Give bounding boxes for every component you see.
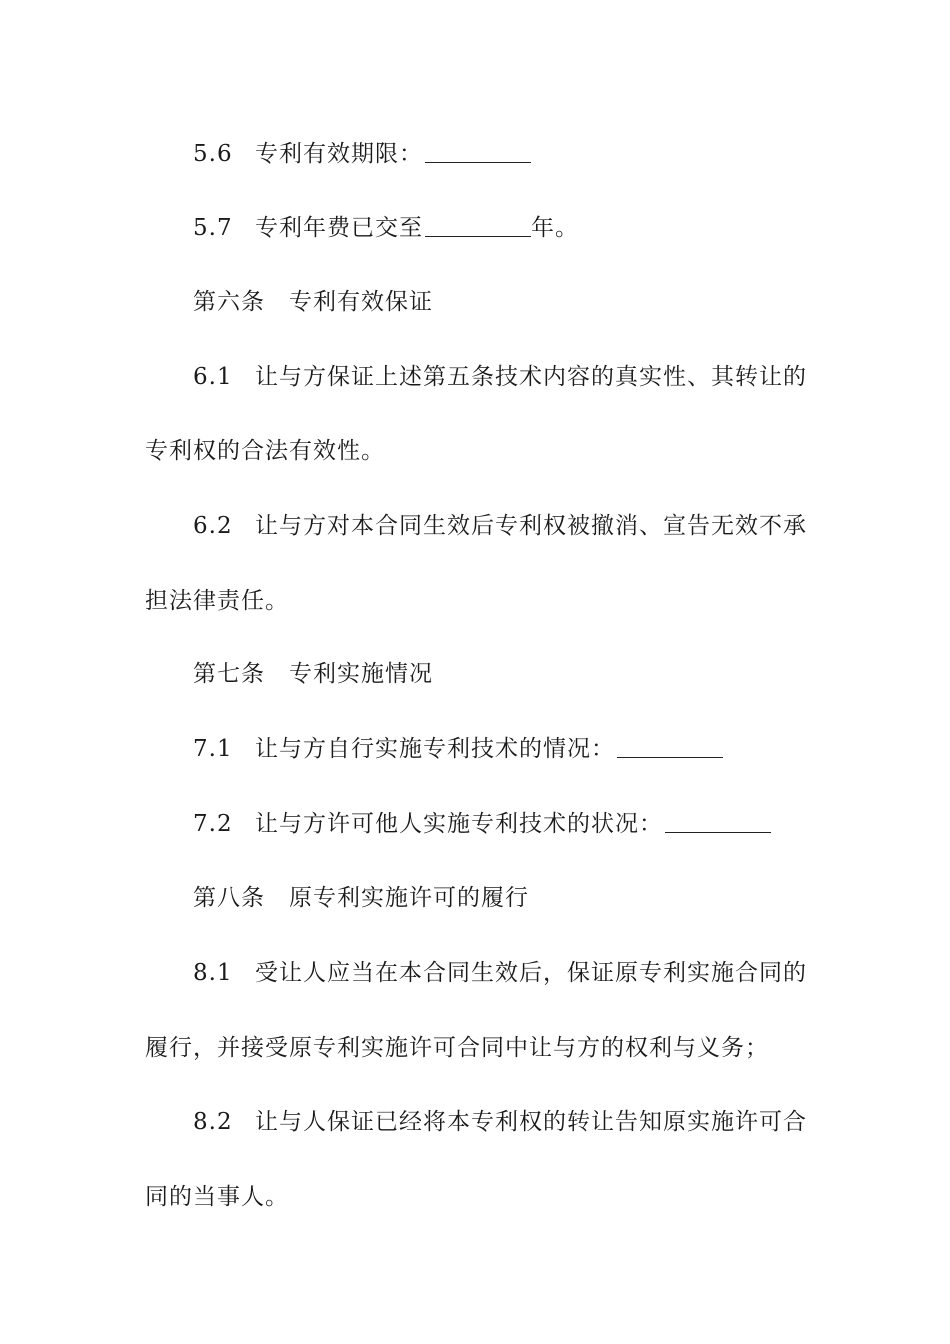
- clause-number: 6.2: [193, 513, 233, 539]
- article-title: 专利实施情况: [289, 661, 433, 687]
- clause-8-2-continued: [145, 1182, 810, 1212]
- clause-suffix: 年。: [531, 215, 579, 241]
- clause-text-line-1: 让与方保证上述第五条技术内容的真实性、其转让的: [255, 364, 807, 390]
- clause-number: 8.2: [193, 1109, 233, 1135]
- article-label: 第八条: [193, 885, 265, 911]
- clause-number: 8.1: [193, 960, 233, 986]
- clause-6-1-continued: [145, 436, 810, 466]
- article-label: 第七条: [193, 661, 265, 687]
- article-title: 原专利实施许可的履行: [289, 885, 529, 911]
- clause-number: 5.7: [193, 215, 233, 241]
- fill-in-blank[interactable]: [617, 755, 723, 758]
- clause-text-line-1: 受让人应当在本合同生效后，保证原专利实施合同的: [255, 960, 807, 986]
- clause-8-2: [193, 1107, 858, 1137]
- clause-text: 让与方自行实施专利技术的情况：: [255, 736, 615, 762]
- clause-6-2-continued: [145, 586, 810, 616]
- clause-text: 让与方许可他人实施专利技术的状况：: [255, 811, 663, 837]
- clause-number: 6.1: [193, 364, 233, 390]
- fill-in-blank[interactable]: [425, 160, 531, 163]
- clause-text-line-2: 履行，并接受原专利实施许可合同中让与方的权利与义务；: [145, 1035, 769, 1061]
- clause-number: 5.6: [193, 141, 233, 167]
- clause-text-line-2: 担法律责任。: [145, 588, 289, 614]
- clause-6-1: [193, 362, 858, 392]
- article-7-heading: [193, 659, 858, 689]
- clause-number: 7.2: [193, 811, 233, 837]
- fill-in-blank[interactable]: [425, 234, 531, 237]
- clause-7-2: [193, 809, 858, 839]
- clause-8-1-continued: [145, 1033, 810, 1063]
- clause-text: 专利年费已交至: [255, 215, 423, 241]
- clause-text-line-2: 专利权的合法有效性。: [145, 438, 385, 464]
- article-6-heading: [193, 287, 858, 317]
- article-8-heading: [193, 883, 858, 913]
- clause-5-7: [193, 213, 858, 243]
- clause-number: 7.1: [193, 736, 233, 762]
- clause-6-2: [193, 511, 858, 541]
- article-label: 第六条: [193, 289, 265, 315]
- clause-text-line-1: 让与方对本合同生效后专利权被撤消、宣告无效不承: [255, 513, 807, 539]
- fill-in-blank[interactable]: [665, 830, 771, 833]
- clause-8-1: [193, 958, 858, 988]
- clause-5-6: [193, 139, 858, 169]
- article-title: 专利有效保证: [289, 289, 433, 315]
- clause-text-line-2: 同的当事人。: [145, 1184, 289, 1210]
- clause-7-1: [193, 734, 858, 764]
- clause-text: 专利有效期限：: [255, 141, 423, 167]
- clause-text-line-1: 让与人保证已经将本专利权的转让告知原实施许可合: [255, 1109, 807, 1135]
